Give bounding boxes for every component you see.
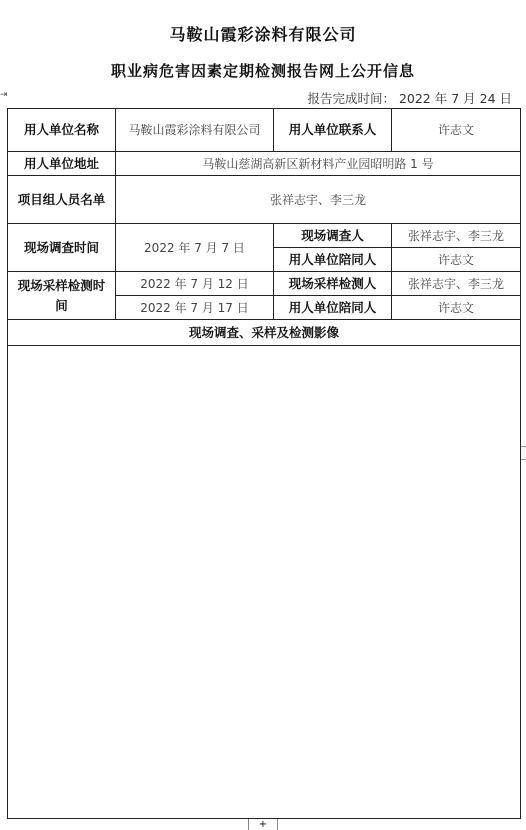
table-row bbox=[8, 152, 521, 176]
sampler: 张祥志宇、李三龙 bbox=[392, 272, 521, 296]
survey-time: 2022 年 7 月 7 日 bbox=[116, 224, 274, 272]
table-row bbox=[8, 272, 521, 296]
document-subtitle: 职业病危害因素定期检测报告网上公开信息 bbox=[110, 62, 415, 80]
surveyor-label: 现场调查人 bbox=[274, 224, 392, 248]
table-row bbox=[8, 109, 521, 152]
sampling-time-label: 现场采样检测时间 bbox=[8, 272, 116, 320]
images-section-header: 现场调查、采样及检测影像 bbox=[8, 320, 521, 346]
report-date-value: 2022 年 7 月 24 日 bbox=[398, 91, 512, 106]
contact: 许志文 bbox=[392, 109, 521, 152]
escort: 许志文 bbox=[392, 248, 521, 272]
margin-marker-icon: ⇥ bbox=[0, 90, 8, 100]
address: 马鞍山慈湖高新区新材料产业园昭明路 1 号 bbox=[116, 152, 521, 176]
survey-time-label: 现场调查时间 bbox=[8, 224, 116, 272]
surveyor: 张祥志宇、李三龙 bbox=[392, 224, 521, 248]
sampling-time-end: 2022 年 7 月 17 日 bbox=[116, 296, 274, 320]
employer-name-label: 用人单位名称 bbox=[8, 109, 116, 152]
sampler-label: 现场采样检测人 bbox=[274, 272, 392, 296]
info-table bbox=[7, 108, 521, 819]
escort-label: 用人单位陪同人 bbox=[274, 296, 392, 320]
address-label: 用人单位地址 bbox=[8, 152, 116, 176]
table-row bbox=[8, 346, 521, 819]
members: 张祥志宇、李三龙 bbox=[116, 176, 521, 224]
table-row bbox=[8, 224, 521, 248]
escort-label: 用人单位陪同人 bbox=[274, 248, 392, 272]
company-title: 马鞍山霞彩涂料有限公司 bbox=[169, 25, 357, 44]
table-row bbox=[8, 176, 521, 224]
report-date bbox=[307, 89, 512, 107]
add-page-button[interactable]: + bbox=[248, 818, 278, 830]
contact-label: 用人单位联系人 bbox=[274, 109, 392, 152]
table-row bbox=[8, 320, 521, 346]
employer-name: 马鞍山霞彩涂料有限公司 bbox=[116, 109, 274, 152]
images-area bbox=[8, 346, 521, 819]
members-label: 项目组人员名单 bbox=[8, 176, 116, 224]
report-date-label: 报告完成时间： bbox=[307, 91, 395, 106]
escort: 许志文 bbox=[392, 296, 521, 320]
sampling-time-start: 2022 年 7 月 12 日 bbox=[116, 272, 274, 296]
